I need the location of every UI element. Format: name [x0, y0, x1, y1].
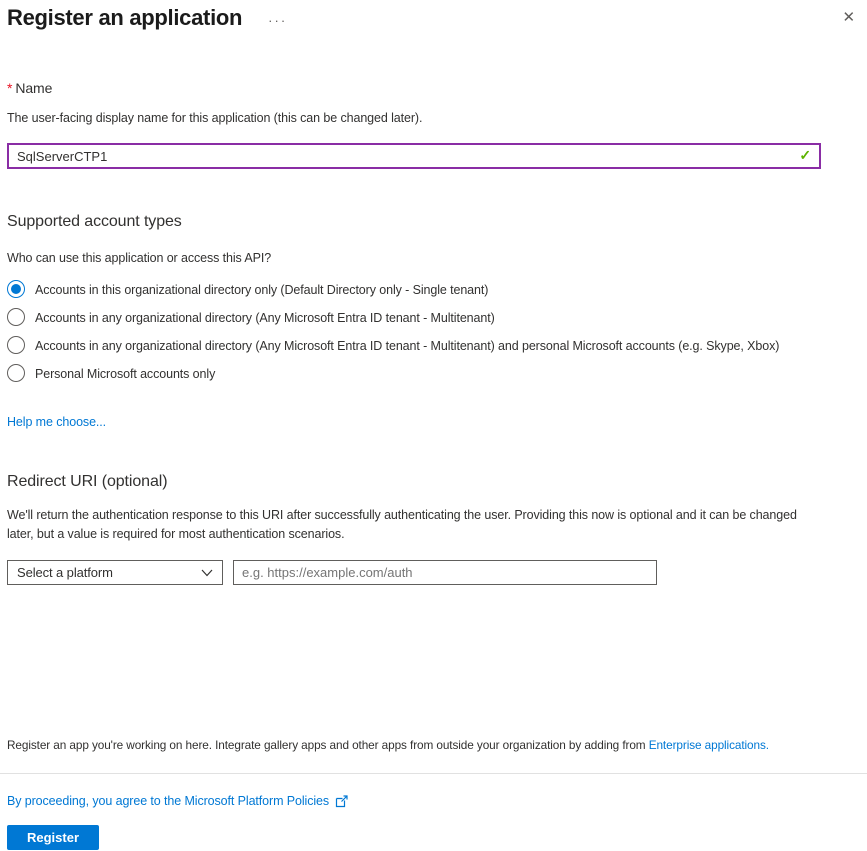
radio-label: Accounts in any organizational directory (Any Microsoft Entra ID tenant - Multitenant) [35, 311, 495, 325]
app-name-input[interactable] [7, 143, 821, 169]
register-button[interactable]: Register [7, 825, 99, 850]
enterprise-apps-note [7, 738, 820, 752]
blade-header [7, 5, 820, 31]
name-field-description: The user-facing display name for this application (this can be changed later). [7, 111, 423, 125]
name-label-text: Name [15, 80, 53, 96]
policy-row [7, 794, 820, 808]
page-title: Register an application [7, 5, 243, 30]
valid-check-icon: ✓ [799, 147, 811, 163]
radio-multitenant-personal[interactable] [7, 336, 820, 356]
chevron-down-icon [201, 569, 213, 577]
redirect-uri-row [7, 560, 820, 585]
radio-single-tenant[interactable] [7, 280, 820, 300]
external-link-icon [335, 795, 349, 808]
name-input-wrapper [7, 143, 821, 169]
required-marker: * [7, 80, 13, 96]
footer-divider [0, 773, 867, 774]
enterprise-applications-link[interactable]: Enterprise applications [648, 738, 766, 752]
account-type-radio-group [7, 280, 820, 384]
redirect-uri-description: We'll return the authentication response to this URI after successfully authenticating the user. Providing this now is optional and it can be changed later, but a value is required for most authentication scenarios. [7, 508, 797, 541]
redirect-uri-heading: Redirect URI (optional) [7, 473, 168, 490]
platform-policies-link[interactable]: By proceeding, you agree to the Microsoft Platform Policies [7, 794, 330, 808]
radio-label: Accounts in any organizational directory (Any Microsoft Entra ID tenant - Multitenant) and personal Microsoft accounts (e.g. Skype, Xbox) [35, 339, 780, 353]
radio-personal-only[interactable] [7, 364, 820, 384]
radio-label: Accounts in this organizational directory only (Default Directory only - Single tenant) [35, 283, 489, 297]
redirect-uri-input[interactable] [233, 560, 657, 585]
close-icon[interactable]: ✕ [842, 9, 855, 26]
account-types-question: Who can use this application or access this API? [7, 251, 272, 265]
name-field-label [7, 80, 820, 96]
more-options-icon[interactable]: ··· [268, 12, 288, 28]
radio-icon[interactable] [7, 308, 25, 326]
note-text: Register an app you're working on here. Integrate gallery apps and other apps from outside your organization by adding from [7, 738, 646, 752]
account-types-heading: Supported account types [7, 213, 182, 230]
radio-icon[interactable] [7, 336, 25, 354]
radio-icon[interactable] [7, 364, 25, 382]
radio-label: Personal Microsoft accounts only [35, 367, 216, 381]
help-me-choose-link[interactable]: Help me choose... [7, 415, 107, 429]
platform-select-dropdown[interactable] [7, 560, 223, 585]
platform-select-value: Select a platform [17, 565, 113, 580]
radio-icon[interactable] [7, 280, 25, 298]
note-suffix: . [765, 738, 769, 752]
radio-multitenant[interactable] [7, 308, 820, 328]
